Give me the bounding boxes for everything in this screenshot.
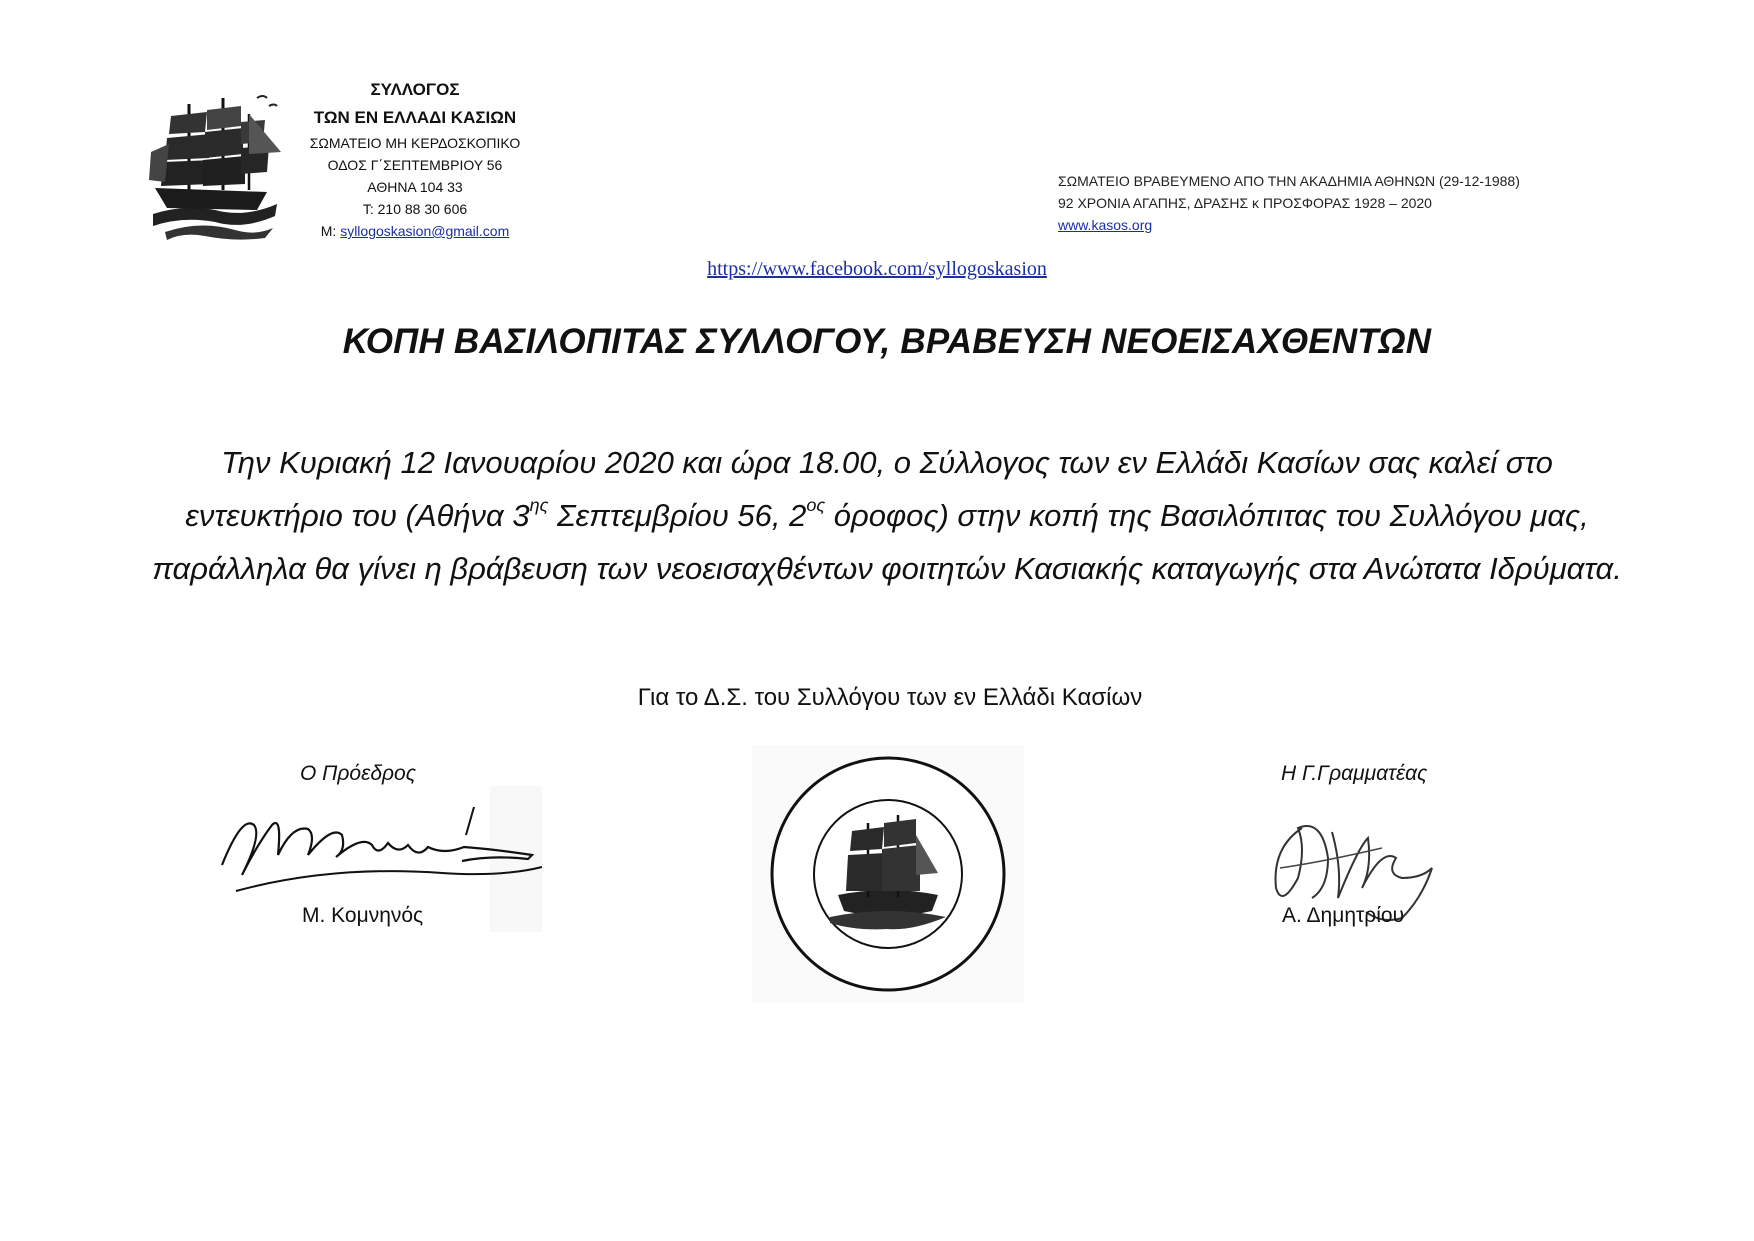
president-name: Μ. Κομνηνός xyxy=(302,904,424,927)
award-line: ΣΩΜΑΤΕΙΟ ΒΡΑΒΕΥΜΕΝΟ ΑΠΟ ΤΗΝ ΑΚΑΔΗΜΙΑ ΑΘΗΝΩΝ (29-12-1988) xyxy=(1058,173,1520,189)
president-role: Ο Πρόεδρος xyxy=(300,762,416,785)
body-part1: Την Κυριακή 12 Ιανουαρίου 2020 και ώρα 18.00, ο Σύλλογος των εν Ελλάδι Κασίων σας καλεί στο εντευκτήριο του (Αθήνα 3 xyxy=(185,445,1553,533)
org-name-line2: ΤΩΝ ΕΝ ΕΛΛΑΔΙ ΚΑΣΙΩΝ xyxy=(313,108,517,127)
body-sup2: ος xyxy=(806,494,826,515)
facebook-row xyxy=(0,258,1754,281)
org-header xyxy=(285,76,545,242)
invitation-text xyxy=(150,436,1624,595)
org-street: ΟΔΟΣ Γ΄ΣΕΠΤΕΜΒΡΙΟΥ 56 xyxy=(327,157,503,173)
body-sup1: ης xyxy=(529,494,549,515)
board-line: Για το Δ.Σ. του Συλλόγου των εν Ελλάδι Κασίων xyxy=(637,684,1143,711)
body-part2: Σεπτεμβρίου 56, 2 xyxy=(548,498,807,533)
email-link[interactable]: syllogoskasion@gmail.com xyxy=(340,223,510,239)
page-title: ΚΟΠΗ ΒΑΣΙΛΟΠΙΤΑΣ ΣΥΛΛΟΓΟΥ, ΒΡΑΒΕΥΣΗ ΝΕΟΕΙΣΑΧΘΕΝΤΩΝ xyxy=(342,322,1432,361)
president-signature xyxy=(212,795,548,905)
org-type: ΣΩΜΑΤΕΙΟ ΜΗ ΚΕΡΔΟΣΚΟΠΙΚΟ xyxy=(309,135,521,151)
secretary-name: Α. Δημητρίου xyxy=(1282,904,1405,927)
ship-logo-icon xyxy=(145,92,285,242)
seal-icon xyxy=(752,745,1024,1003)
email-label: Μ: xyxy=(320,223,341,239)
org-awards xyxy=(1058,170,1658,236)
org-name-line1: ΣΥΛΛΟΓΟΣ xyxy=(370,80,460,99)
years-line: 92 ΧΡΟΝΙΑ ΑΓΑΠΗΣ, ΔΡΑΣΗΣ κ ΠΡΟΣΦΟΡΑΣ 1928 – 2020 xyxy=(1058,195,1432,211)
body-part3: όροφος) στην κοπή της Βασιλόπιτας του Συλλόγου μας, παράλληλα θα γίνει η βράβευση των νεοεισαχθέντων φοιτητών Κασιακής καταγωγής στα Ανώτατα Ιδρύματα. xyxy=(152,498,1622,586)
org-city: ΑΘΗΝΑ 104 33 xyxy=(367,179,463,195)
org-email-row xyxy=(285,220,545,242)
facebook-link[interactable]: https://www.facebook.com/syllogoskasion xyxy=(707,258,1047,280)
website-link[interactable]: www.kasos.org xyxy=(1058,217,1153,233)
org-phone: Τ: 210 88 30 606 xyxy=(362,201,468,217)
secretary-role: Η Γ.Γραμματέας xyxy=(1281,762,1428,785)
